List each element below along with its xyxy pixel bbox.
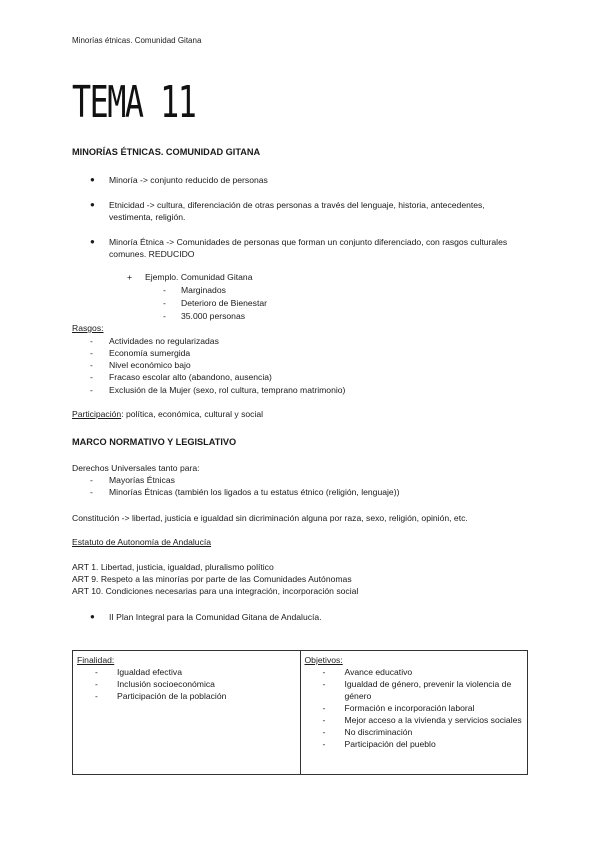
objetivos-cell [300,651,528,775]
objetivo-item-text: Mejor acceso a la vivienda y servicios sociales [344,715,522,725]
bullet-icon: ● [90,175,95,184]
objetivo-item: - No discriminación [322,727,413,737]
bullet-etnicidad: Etnicidad -> cultura, diferenciación de otras personas a través del lenguaje, historia, antecedentes, vestimenta, religión. [109,200,485,222]
objetivo-item: - Formación e incorporación laboral [322,703,475,713]
page-header: Minorías étnicas. Comunidad Gitana [72,36,202,45]
finalidad-item-text: Participación de la población [117,691,227,701]
participacion-line [72,408,263,420]
rasgo-item: Fracaso escolar alto (abandono, ausencia) [109,372,272,382]
rasgo-item: Actividades no regularizadas [109,336,219,346]
finalidad-item-text: Igualdad efectiva [117,667,182,677]
bullet-minoria: Minoría -> conjunto reducido de personas [109,175,268,185]
art-item: ART 1. Libertad, justicia, igualdad, pluralismo político [72,562,274,572]
rasgo-item: Economía sumergida [109,348,191,358]
dash-icon: - [90,336,93,346]
objetivo-item: - Participación del pueblo [322,739,436,749]
dash-icon: - [163,311,166,321]
dash-icon: - [90,348,93,358]
objetivo-item-text: Igualdad de género, prevenir la violencia de género [344,679,512,701]
constitucion-text: Constitución -> libertad, justicia e igualdad sin dicriminación alguna por raza, sexo, religión, opinión, etc. [72,513,468,523]
bullet-minoria-etnica: Minoría Étnica -> Comunidades de personas que forman un conjunto diferenciado, con rasgos culturales comunes. REDUCIDO [109,237,508,259]
dash-icon: - [163,285,166,295]
dash-icon: - [90,360,93,370]
dash-icon: - [90,385,93,395]
finalidad-item: - Inclusión socioeconómica [95,679,215,689]
page-title: TEMA 11 [72,77,196,128]
objetivo-item-text: Participación del pueblo [344,739,436,749]
objetivos-title: Objetivos: [304,655,343,665]
derecho-item: Mayorías Étnicas [109,475,175,485]
finalidad-item: - Participación de la población [95,691,227,701]
objetivo-item-text: No discriminación [344,727,413,737]
bullet-icon: ● [90,200,95,209]
plan-text: II Plan Integral para la Comunidad Gitana de Andalucía. [109,612,322,622]
estatuto-label: Estatuto de Autonomía de Andalucía [72,537,212,547]
dash-icon: - [90,372,93,382]
example-item: 35.000 personas [181,311,246,321]
plan-table [72,650,528,775]
plus-icon: + [127,272,133,282]
objetivo-item: - Avance educativo [322,667,413,677]
example-label: Ejemplo. Comunidad Gitana [145,272,253,282]
objetivo-item-text: Avance educativo [344,667,413,677]
dash-icon: - [163,298,166,308]
finalidad-cell [73,651,301,775]
art-item: ART 10. Condiciones necesarias para una integración, incorporación social [72,586,359,596]
section-heading-marco: MARCO NORMATIVO Y LEGISLATIVO [72,437,237,447]
section-heading-minorias: MINORÍAS ÉTNICAS. COMUNIDAD GITANA [72,147,261,157]
participacion-label: Participación [72,409,122,419]
rasgo-item: Nivel económico bajo [109,360,191,370]
objetivo-item: - Mejor acceso a la vivienda y servicios sociales [322,715,522,725]
bullet-icon: ● [90,612,95,621]
finalidad-item-text: Inclusión socioeconómica [117,679,215,689]
derechos-intro: Derechos Universales tanto para: [72,463,200,473]
bullet-icon: ● [90,237,95,246]
rasgo-item: Exclusión de la Mujer (sexo, rol cultura, temprano matrimonio) [109,385,346,395]
objetivo-item-text: Formación e incorporación laboral [344,703,475,713]
example-item: Deterioro de Bienestar [181,298,267,308]
finalidad-title: Finalidad: [77,655,115,665]
dash-icon: - [90,487,93,497]
art-item: ART 9. Respeto a las minorías por parte de las Comunidades Autónomas [72,574,352,584]
participacion-text: : política, económica, cultural y social [121,409,264,419]
finalidad-item: - Igualdad efectiva [95,667,182,677]
example-item: Marginados [181,285,226,295]
rasgos-label: Rasgos: [72,323,104,333]
objetivo-item: - Igualdad de género, prevenir la violencia de género [322,679,512,701]
derecho-item: Minorías Étnicas (también los ligados a tu estatus étnico (religión, lenguaje)) [109,487,400,497]
dash-icon: - [90,475,93,485]
